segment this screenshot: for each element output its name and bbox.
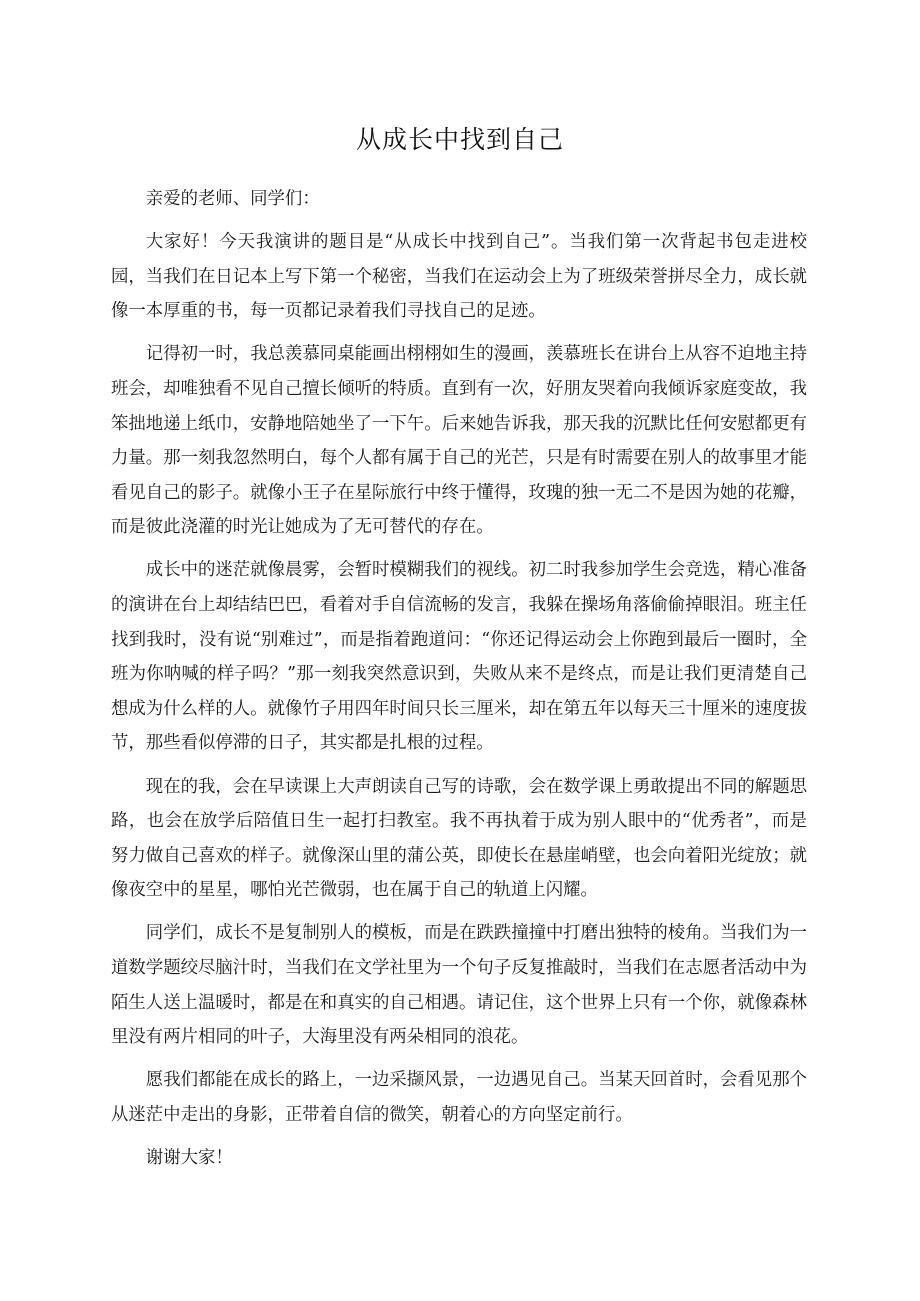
paragraph: 同学们，成长不是复制别人的模板，而是在跌跌撞撞中打磨出独特的棱角。当我们为一道数学题绞尽脑汁时，当我们在文学社里为一个句子反复推敲时，当我们在志愿者活动中为陌生人送上温暖时，都是在和真实的自己相遇。请记住，这个世界上只有一个你，就像森林里没有两片相同的叶子，大海里没有两朵相同的浪花。: [111, 923, 807, 1048]
page-title: 从成长中找到自己: [355, 125, 564, 154]
paragraph: 愿我们都能在成长的路上，一边采撷风景，一边遇见自己。当某天回首时，会看见那个从迷茫中走出的身影，正带着自信的微笑，朝着心的方向坚定前行。: [111, 1070, 807, 1125]
paragraph: 现在的我，会在早读课上大声朗读自己写的诗歌，会在数学课上勇敢提出不同的解题思路，也会在放学后陪值日生一起打扫教室。我不再执着于成为别人眼中的“优秀者”，而是努力做自己喜欢的样子。就像深山里的蒲公英，即使长在悬崖峭壁，也会向着阳光绽放；就像夜空中的星星，哪怕光芒微弱，也在属于自己的轨道上闪耀。: [111, 776, 807, 901]
salutation: 亲爱的老师、同学们：: [145, 189, 320, 209]
paragraph: 大家好！今天我演讲的题目是“从成长中找到自己”。当我们第一次背起书包走进校园，当我们在日记本上写下第一个秘密，当我们在运动会上为了班级荣誉拼尽全力，成长就像一本厚重的书，每一页都记录着我们寻找自己的足迹。: [111, 232, 807, 322]
paragraph: 成长中的迷茫就像晨雾，会暂时模糊我们的视线。初二时我参加学生会竞选，精心准备的演讲在台上却结结巴巴，看着对手自信流畅的发言，我躲在操场角落偷偷掉眼泪。班主任找到我时，没有说“别难过”，而是指着跑道问：“你还记得运动会上你跑到最后一圈时，全班为你呐喊的样子吗？”那一刻我突然意识到，失败从来不是终点，而是让我们更清楚自己想成为什么样的人。就像竹子用四年时间只长三厘米，却在第五年以每天三十厘米的速度拔节，那些看似停滞的日子，其实都是扎根的过程。: [111, 560, 807, 754]
speech-body: [111, 182, 807, 1184]
paragraph: 记得初一时，我总羡慕同桌能画出栩栩如生的漫画，羡慕班长在讲台上从容不迫地主持班会，却唯独看不见自己擅长倾听的特质。直到有一次，好朋友哭着向我倾诉家庭变故，我笨拙地递上纸巾，安静地陪她坐了一下午。后来她告诉我，那天我的沉默比任何安慰都更有力量。那一刻我忽然明白，每个人都有属于自己的光芒，只是有时需要在别人的故事里才能看见自己的影子。就像小王子在星际旅行中终于懂得，玫瑰的独一无二不是因为她的花瓣，而是彼此浇灌的时光让她成为了无可替代的存在。: [111, 344, 807, 538]
closing: 谢谢大家！: [145, 1147, 233, 1168]
